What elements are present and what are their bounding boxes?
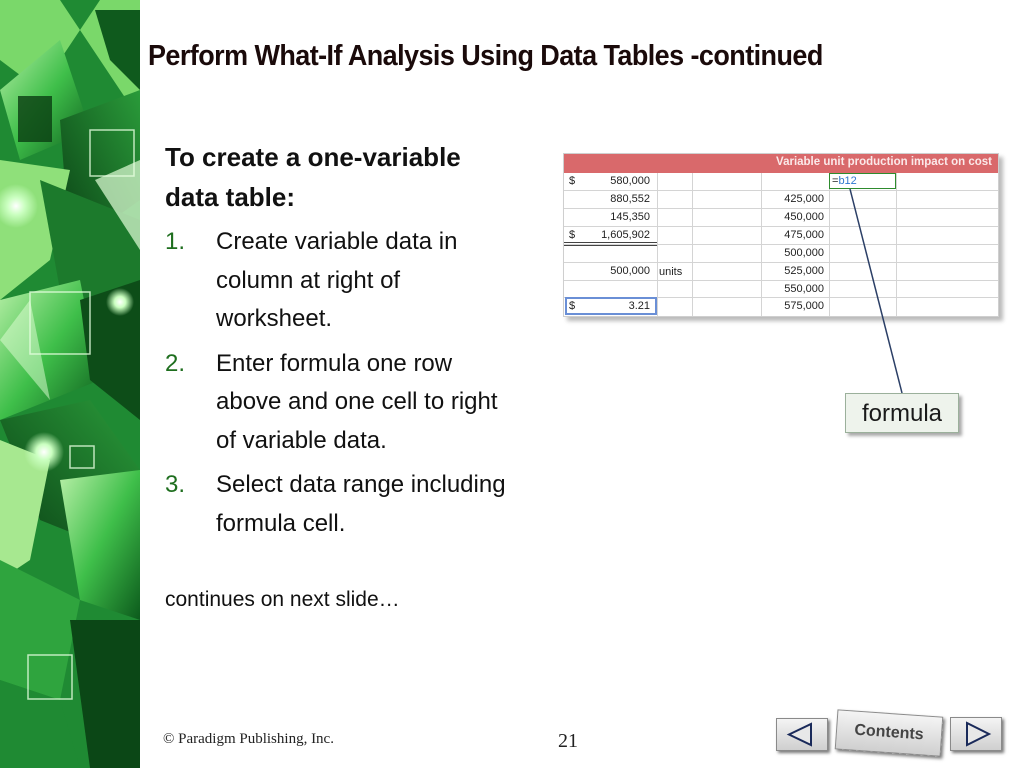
contents-label: Contents: [853, 721, 925, 744]
body-heading: To create a one-variable data table:: [165, 142, 461, 212]
cell-currency: $: [569, 175, 576, 187]
step-text: Enter formula one row above and one cell to right of variable data.: [216, 349, 498, 454]
units-label: units: [659, 266, 683, 278]
step-number: 1.: [165, 228, 186, 255]
slide-title: Perform What-If Analysis Using Data Tables -continued: [148, 40, 823, 72]
continue-note: continues on next slide…: [165, 588, 400, 611]
cell-value: 880,552: [610, 193, 650, 205]
variable-value-cell: 475,000: [784, 229, 824, 241]
cell-value: 580,000: [610, 175, 650, 187]
cell-value: 1,605,902: [601, 229, 650, 241]
prev-button[interactable]: [776, 718, 828, 751]
prev-arrow-icon: [777, 719, 827, 750]
step-text: Select data range including formula cell.: [216, 471, 506, 537]
variable-value-cell: 450,000: [784, 211, 824, 223]
step-number: 3.: [165, 471, 186, 498]
cell-value: 3.21: [628, 300, 650, 312]
cell-value: 500,000: [610, 265, 650, 277]
footer-copyright: © Paradigm Publishing, Inc.: [163, 731, 334, 747]
contents-button[interactable]: [835, 709, 944, 756]
formula-ref: b12: [838, 175, 857, 187]
formula-eq: =: [832, 175, 839, 187]
variable-value-cell: 425,000: [784, 193, 824, 205]
next-arrow-icon: [951, 718, 1001, 750]
next-button[interactable]: [950, 717, 1002, 751]
variable-value-cell: 500,000: [784, 247, 824, 259]
cell-currency: $: [569, 229, 576, 241]
page-number: 21: [558, 730, 578, 752]
step-number: 2.: [165, 349, 186, 377]
sheet-header-text: Variable unit production impact on cost: [776, 156, 992, 168]
variable-value-cell: 550,000: [784, 283, 824, 295]
cell-value: 145,350: [610, 211, 650, 223]
variable-value-cell: 525,000: [784, 265, 824, 277]
variable-value-cell: 575,000: [784, 300, 824, 312]
cell-currency: $: [569, 300, 576, 312]
formula-callout: formula: [845, 393, 959, 433]
step-text: Create variable data in column at right of worksheet.: [216, 228, 458, 332]
